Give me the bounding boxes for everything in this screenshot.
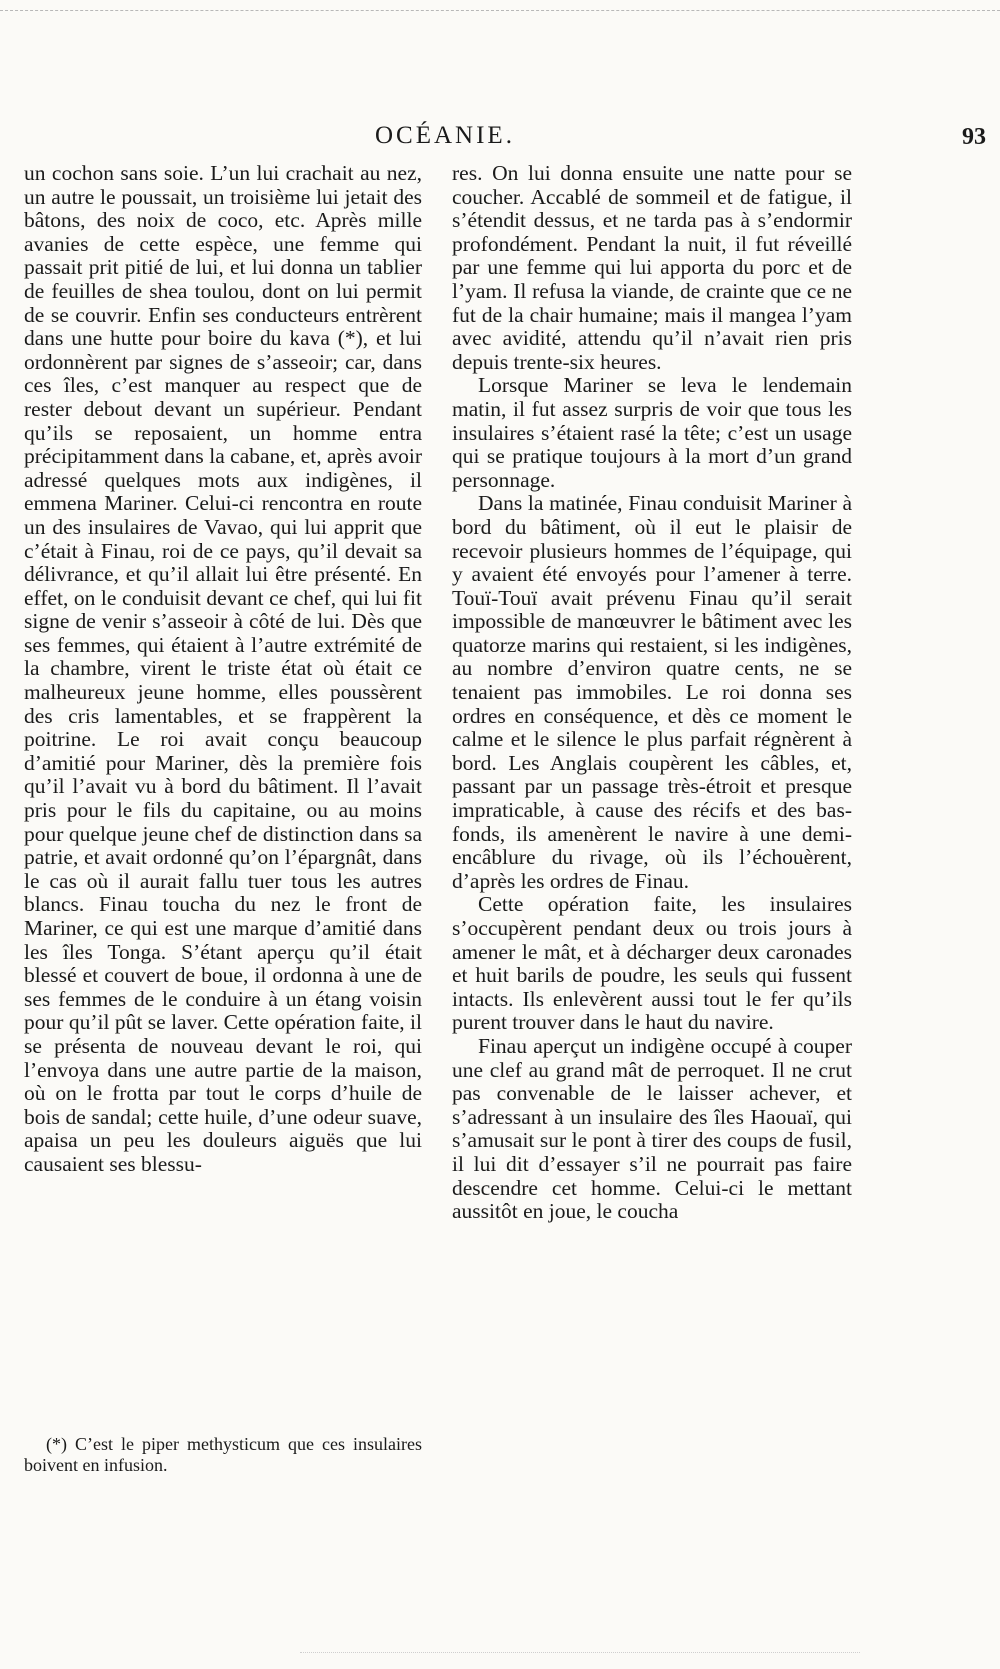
running-title: OCÉANIE. bbox=[375, 122, 515, 149]
left-paragraph-1: un cochon sans soie. L’un lui crachait au nez, un autre le poussait, un troisième lui jetait des bâtons, des noix de coco, etc. Après mille avanies de cette espèce, une femme qui passait prit pitié de lui, et lui donna un tablier de feuilles de shea toulou, dont on lui permit de se couvrir. Enfin ses conducteurs entrèrent dans une hutte pour boire du kava (*), et lui ordonnèrent par signes de s’asseoir; car, dans ces îles, c’est manquer au respect que de rester debout devant un supérieur. Pendant qu’ils se reposaient, un homme entra précipitamment dans la cabane, et, après avoir adressé quelques mots aux indigènes, il emmena Mariner. Celui-ci rencontra en route un des insulaires de Vavao, qui lui apprit que c’était à Finau, roi de ce pays, qu’il devait sa délivrance, et qu’il allait lui être présenté. En effet, on le conduisit devant ce chef, qui lui fit signe de venir s’asseoir à côté de lui. Dès que ses femmes, qui étaient à l’autre extrémité de la chambre, virent le triste état où était ce malheureux jeune homme, elles poussèrent des cris lamentables, et se frappèrent la poitrine. Le roi avait conçu beaucoup d’amitié pour Mariner, dès la première fois qu’il l’avait vu à bord du bâtiment. Il l’avait pris pour le fils du capitaine, ou au moins pour quelque jeune chef de distinction dans sa patrie, et avait ordonné qu’on l’épargnât, dans le cas où il aurait fallu tuer tous les autres blancs. Finau toucha du nez le front de Mariner, ce qui est une marque d’amitié dans les îles Tonga. S’étant aperçu qu’il était blessé et couvert de boue, il ordonna à une de ses femmes de le conduire à un étang voisin pour qu’il pût se laver. Cette opération faite, il se présenta de nouveau devant le roi, qui l’envoya dans une autre partie de la maison, où on le frotta par tout le corps d’huile de bois de sandal; cette huile, d’une odeur suave, apaisa un peu les douleurs aiguës que lui causaient ses blessu- bbox=[24, 161, 422, 1176]
page-header bbox=[0, 122, 1000, 158]
right-paragraph-2: Lorsque Mariner se leva le lendemain matin, il fut assez surpris de voir que tous les insulaires s’étaient rasé la tête; c’est un usage qui se pratique toujours à la mort d’un grand personnage. bbox=[452, 373, 852, 492]
right-column bbox=[452, 162, 852, 1224]
left-column bbox=[24, 162, 422, 1177]
right-paragraph-1: res. On lui donna ensuite une natte pour se coucher. Accablé de sommeil et de fatigue, il s’étendit dessus, et ne tarda pas à s’endormir profondément. Pendant la nuit, il fut réveillé par une femme qui lui apporta du porc et de l’yam. Il refusa la viande, de crainte que ce ne fut de la chair humaine; mais il mangea l’yam avec avidité, attendu qu’il n’avait rien pris depuis trente-six heures. bbox=[452, 161, 852, 374]
right-paragraph-4: Cette opération faite, les insulaires s’occupèrent pendant deux ou trois jours à amener le mât, et à décharger deux caronades et huit barils de poudre, les seuls qui fussent intacts. Ils enlevèrent aussi tout le fer qu’ils purent trouver dans le haut du navire. bbox=[452, 892, 852, 1035]
right-paragraph-3: Dans la matinée, Finau conduisit Mariner à bord du bâtiment, où il eut le plaisir de recevoir plusieurs hommes de l’équipage, qui y avaient été envoyés pour l’amener à terre. Touï-Touï avait prévenu Finau qu’il serait impossible de manœuvrer le bâtiment avec les quatorze marins qui restaient, si les indigènes, au nombre d’environ quatre cents, ne se tenaient pas immobiles. Le roi donna ses ordres en conséquence, et dès ce moment le calme et le silence le plus parfait régnèrent à bord. Les Anglais coupèrent les câbles, et, passant par un passage très-étroit et presque impraticable, à cause des récifs et des bas-fonds, ils amenèrent le navire à une demi-encâblure du rivage, où ils l’échouèrent, d’après les ordres de Finau. bbox=[452, 491, 852, 893]
page-bottom-edge bbox=[300, 1652, 860, 1653]
page-top-edge bbox=[0, 0, 1000, 11]
page-number: 93 bbox=[962, 124, 986, 150]
right-paragraph-5: Finau aperçut un indigène occupé à couper une clef au grand mât de perroquet. Il ne crut pas convenable de le laisser achever, et s’adressant à un insulaire des îles Haouaï, qui s’amusait sur le pont à tirer des coups de fusil, il lui dit d’essayer s’il ne pourrait pas faire descendre cet homme. Celui-ci le mettant aussitôt en joue, le coucha bbox=[452, 1033, 852, 1224]
footnote: (*) C’est le piper methysticum que ces insulaires boivent en infusion. bbox=[24, 1434, 422, 1475]
